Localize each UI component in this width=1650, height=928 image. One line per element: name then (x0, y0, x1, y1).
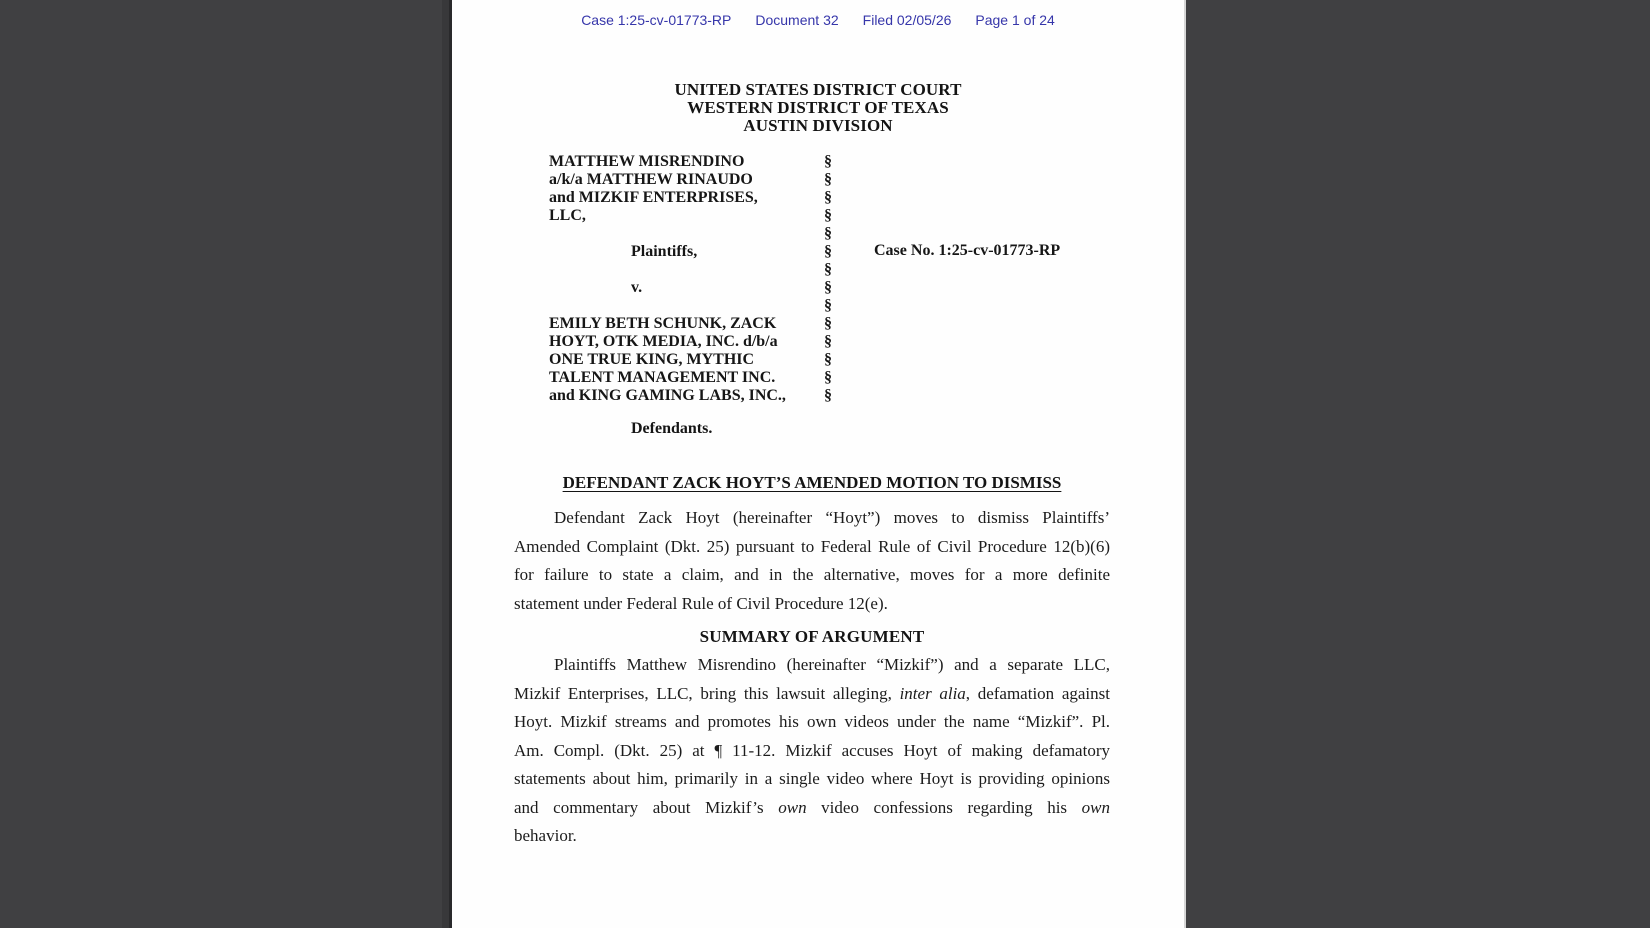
stamp-page-count: Page 1 of 24 (975, 12, 1055, 28)
section-symbol: § (824, 315, 832, 332)
section-symbol: § (824, 207, 832, 224)
caption-party-text: and MIZKIF ENTERPRISES, (549, 189, 758, 206)
body-text-line (514, 561, 1110, 590)
caption-row (514, 225, 1110, 243)
text: Defendant Zack Hoyt (hereinafter “Hoyt”) moves to dismiss Plaintiffs’ (554, 508, 1110, 527)
court-name: UNITED STATES DISTRICT COURT (674, 80, 962, 99)
text: Mizkif Enterprises, LLC, bring this lawsuit alleging, (514, 683, 900, 703)
section-symbol: § (824, 351, 832, 368)
caption-row (514, 333, 1110, 351)
text: Plaintiffs Matthew Misrendino (hereinafter “Mizkif”) and a separate LLC, (554, 655, 1110, 674)
caption-party-text: LLC, (549, 207, 586, 224)
text: statement under Federal Rule of Civil Procedure 12(e). (514, 593, 888, 613)
text: Am. Compl. (Dkt. 25) at ¶ 11-12. Mizkif accuses Hoyt of making defamatory (514, 740, 1110, 760)
paragraph-intro (514, 504, 1110, 618)
defendants-label: Defendants. (631, 420, 713, 437)
text: and commentary about Mizkif’s (514, 797, 779, 817)
body-text-line (514, 765, 1110, 794)
caption-party-text: HOYT, OTK MEDIA, INC. d/b/a (549, 333, 778, 350)
caption-row (514, 279, 1110, 297)
case-number: Case No. 1:25-cv-01773-RP (874, 242, 1061, 259)
body-text-line (514, 651, 1110, 680)
body-text-line (514, 794, 1110, 823)
section-symbol: § (824, 153, 832, 170)
caption-row (514, 369, 1110, 387)
text: for failure to state a claim, and in the alternative, moves for a more definite (514, 565, 1110, 584)
caption-party-text: Plaintiffs, (631, 243, 698, 260)
caption-row (514, 387, 1110, 405)
body-text-line (514, 737, 1110, 766)
caption-party-text: EMILY BETH SCHUNK, ZACK (549, 315, 777, 332)
motion-title: DEFENDANT ZACK HOYT’S AMENDED MOTION TO DISMISS (562, 473, 1062, 492)
body-text-line (514, 680, 1110, 709)
stamp-case-number: Case 1:25-cv-01773-RP (581, 12, 732, 28)
ecf-header-stamp (452, 12, 1184, 28)
caption-party-text: and KING GAMING LABS, INC., (549, 387, 786, 404)
text: video confessions regarding his (806, 797, 1082, 817)
section-symbol: § (824, 387, 832, 404)
section-symbol: § (824, 297, 832, 314)
section-symbol: § (824, 333, 832, 350)
text: statements about him, primarily in a single video where Hoyt is providing opinions (514, 769, 1110, 788)
section-symbol: § (824, 261, 832, 278)
caption-row (514, 171, 1110, 189)
stamp-document-number: Document 32 (755, 12, 839, 28)
stamp-filed-date: Filed 02/05/26 (862, 12, 952, 28)
section-symbol: § (824, 189, 832, 206)
italic-text: own (1081, 797, 1110, 817)
caption-row (514, 189, 1110, 207)
caption-party-text: a/k/a MATTHEW RINAUDO (549, 171, 753, 188)
document-page[interactable] (449, 0, 1184, 928)
caption-row (514, 207, 1110, 225)
body-text-line (514, 708, 1110, 737)
section-symbol: § (824, 369, 832, 386)
text: , defamation against (965, 683, 1110, 703)
section-symbol: § (824, 243, 832, 260)
text: behavior. (514, 826, 577, 845)
court-district: WESTERN DISTRICT OF TEXAS (687, 98, 949, 118)
italic-text: inter alia (899, 683, 966, 703)
text: Hoyt. Mizkif streams and promotes his own videos under the name “Mizkif”. Pl. (514, 712, 1110, 731)
summary-of-argument-heading: SUMMARY OF ARGUMENT (699, 627, 925, 646)
section-symbol: § (824, 279, 832, 296)
body-text-line (514, 590, 1110, 619)
caption-row (514, 297, 1110, 315)
body-text-line (514, 504, 1110, 533)
caption-party-text: TALENT MANAGEMENT INC. (549, 369, 776, 386)
body-text-line (514, 822, 1110, 851)
caption-row (514, 261, 1110, 279)
caption-row (514, 315, 1110, 333)
section-symbol: § (824, 171, 832, 188)
caption-row (514, 153, 1110, 171)
body-text-line (514, 533, 1110, 562)
caption-party-text: ONE TRUE KING, MYTHIC (549, 351, 755, 368)
paragraph-summary (514, 651, 1110, 851)
caption-party-text: MATTHEW MISRENDINO (549, 153, 745, 170)
italic-text: own (778, 797, 807, 817)
text: Amended Complaint (Dkt. 25) pursuant to Federal Rule of Civil Procedure 12(b)(6) (514, 536, 1110, 556)
case-caption (514, 153, 1110, 405)
caption-party-text: v. (631, 279, 643, 296)
court-heading (452, 81, 1184, 136)
court-division: AUSTIN DIVISION (743, 116, 893, 136)
caption-row (514, 351, 1110, 369)
section-symbol: § (824, 225, 832, 242)
